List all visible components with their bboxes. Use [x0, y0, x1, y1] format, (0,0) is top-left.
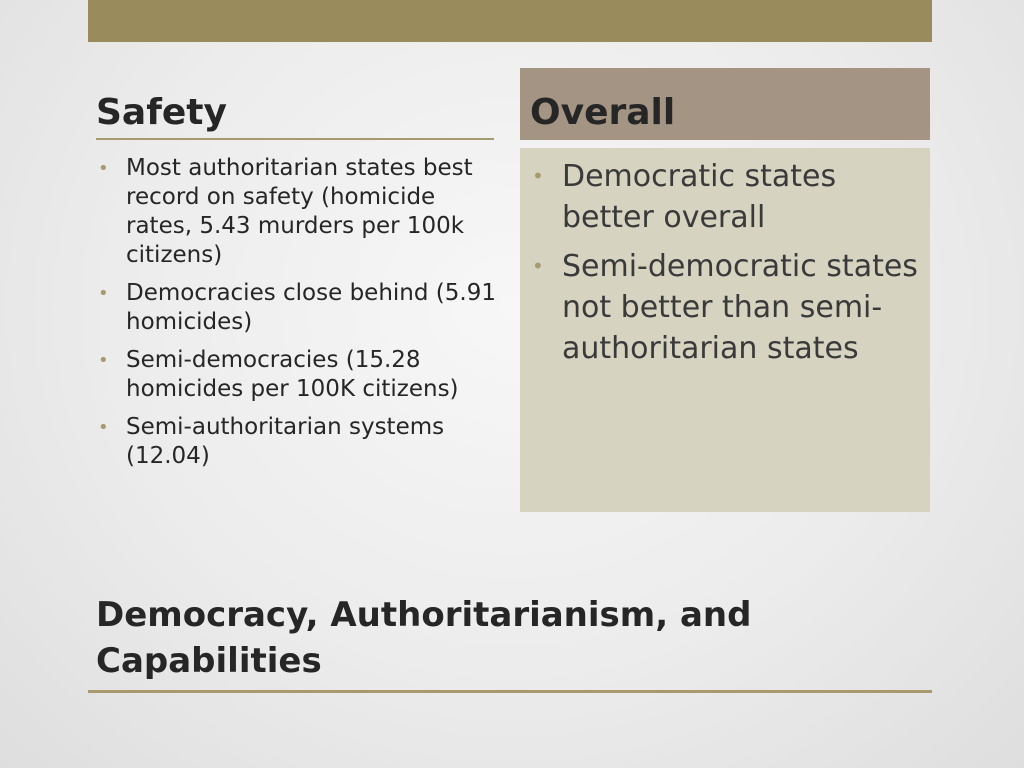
- bullet-icon: •: [98, 283, 109, 304]
- bullet-icon: •: [532, 254, 544, 278]
- safety-bullet-text: Semi-authoritarian systems (12.04): [126, 414, 445, 469]
- overall-bullet-text: Semi-democratic states not better than semi-authoritarian states: [562, 249, 918, 366]
- safety-bullet-item: [96, 346, 496, 404]
- overall-heading: Overall: [520, 68, 930, 140]
- overall-bullet-text: Democratic states better overall: [562, 159, 837, 235]
- safety-heading: Safety: [96, 86, 494, 140]
- safety-bullet-list: [96, 154, 496, 480]
- bullet-icon: •: [98, 417, 109, 438]
- top-accent-bar: [88, 0, 932, 42]
- bullet-icon: •: [98, 158, 109, 179]
- overall-content-box: [520, 148, 930, 512]
- bullet-icon: •: [532, 164, 544, 188]
- safety-bullet-item: [96, 279, 496, 337]
- safety-bullet-item: [96, 413, 496, 471]
- safety-bullet-item: [96, 154, 496, 270]
- safety-bullet-text: Democracies close behind (5.91 homicides): [126, 280, 496, 335]
- overall-bullet-item: [532, 156, 920, 238]
- title-underline-rule: [88, 690, 932, 693]
- slide-title: Democracy, Authoritarianism, and Capabilities: [96, 595, 752, 681]
- overall-bullet-item: [532, 246, 920, 369]
- bullet-icon: •: [98, 350, 109, 371]
- safety-bullet-text: Most authoritarian states best record on safety (homicide rates, 5.43 murders per 100k citizens): [126, 155, 473, 268]
- safety-bullet-text: Semi-democracies (15.28 homicides per 100K citizens): [126, 347, 459, 402]
- overall-bullet-list: [532, 156, 920, 369]
